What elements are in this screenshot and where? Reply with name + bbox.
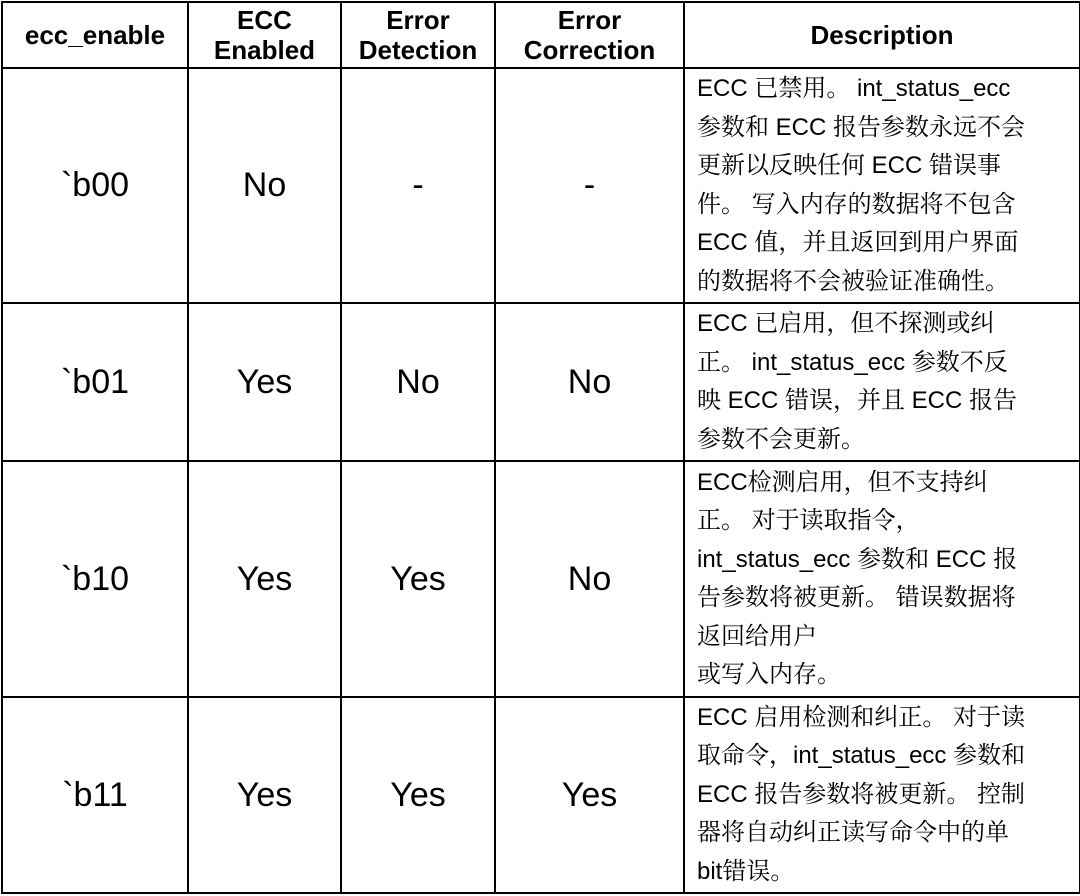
description-line: ECC 值，并且返回到用户界面 (697, 229, 1019, 256)
table-row (2, 697, 1080, 893)
description-line: 器将自动纠正读写命令中的单 (697, 819, 1009, 847)
description-line: 告参数将被更新。 错误数据将 (697, 584, 1016, 611)
header-text: Error (386, 5, 450, 35)
cell-ecc-enable: `b10 (2, 461, 188, 697)
table-row (2, 303, 1080, 461)
cell-error-correction: - (495, 68, 684, 303)
header-text: ECC (237, 5, 292, 35)
header-text: Description (810, 20, 954, 50)
cell-description (684, 303, 1080, 461)
header-text: ecc_enable (24, 20, 166, 50)
description-line: bit错误。 (697, 857, 795, 885)
cell-error-correction: Yes (495, 697, 684, 893)
description-line: 的数据将不会被验证准确性。 (697, 267, 1009, 295)
cell-ecc-enable: `b11 (2, 697, 188, 893)
cell-ecc-enabled: No (188, 68, 341, 303)
header-text: Error (557, 5, 622, 35)
description-line: int_status_ecc 参数和 ECC 报 (697, 545, 1018, 573)
header-text: Enabled (213, 35, 316, 65)
table-row (2, 461, 1080, 697)
header-ecc-enable (2, 2, 188, 68)
ecc-enable-table (1, 1, 1080, 894)
description-line: 更新以反映任何 ECC 错误事 (697, 152, 1002, 179)
cell-description (684, 697, 1080, 893)
description-line: 正。 对于读取指令， (697, 507, 920, 534)
description-line: 返回给用户 (697, 622, 817, 650)
description-line: 映 ECC 错误，并且 ECC 报告 (697, 387, 1018, 414)
cell-ecc-enabled: Yes (188, 303, 341, 461)
description-line: ECC 已禁用。 int_status_ecc (697, 75, 1011, 102)
description-line: ECC 已启用，但不探测或纠 (697, 310, 995, 337)
header-ecc-enabled (188, 2, 341, 68)
cell-ecc-enabled: Yes (188, 697, 341, 893)
description-line: 取命令，int_status_ecc 参数和 (697, 742, 1026, 770)
cell-error-detection: Yes (341, 461, 495, 697)
description-line: 正。 int_status_ecc 参数不反 (697, 348, 1008, 376)
header-text: Correction (523, 35, 656, 65)
header-error-correction (495, 2, 684, 68)
description-line: ECC 启用检测和纠正。 对于读 (697, 703, 1026, 731)
description-line: 参数和 ECC 报告参数永远不会 (697, 113, 1026, 141)
description-line: 或写入内存。 (697, 661, 841, 688)
cell-description (684, 68, 1080, 303)
description-line: 参数不会更新。 (697, 425, 865, 453)
description-line: ECC检测启用，但不支持纠 (697, 468, 988, 496)
table-row (2, 68, 1080, 303)
cell-error-detection: Yes (341, 697, 495, 893)
header-description (684, 2, 1080, 68)
cell-description (684, 461, 1080, 697)
description-line: ECC 报告参数将被更新。 控制 (697, 780, 1026, 808)
cell-ecc-enabled: Yes (188, 461, 341, 697)
cell-error-detection: - (341, 68, 495, 303)
table-header-row (2, 2, 1080, 68)
description-line: 件。 写入内存的数据将不包含 (697, 190, 1016, 218)
header-text: Detection (358, 35, 478, 65)
cell-error-correction: No (495, 303, 684, 461)
header-error-detection (341, 2, 495, 68)
cell-error-correction: No (495, 461, 684, 697)
cell-error-detection: No (341, 303, 495, 461)
cell-ecc-enable: `b01 (2, 303, 188, 461)
cell-ecc-enable: `b00 (2, 68, 188, 303)
